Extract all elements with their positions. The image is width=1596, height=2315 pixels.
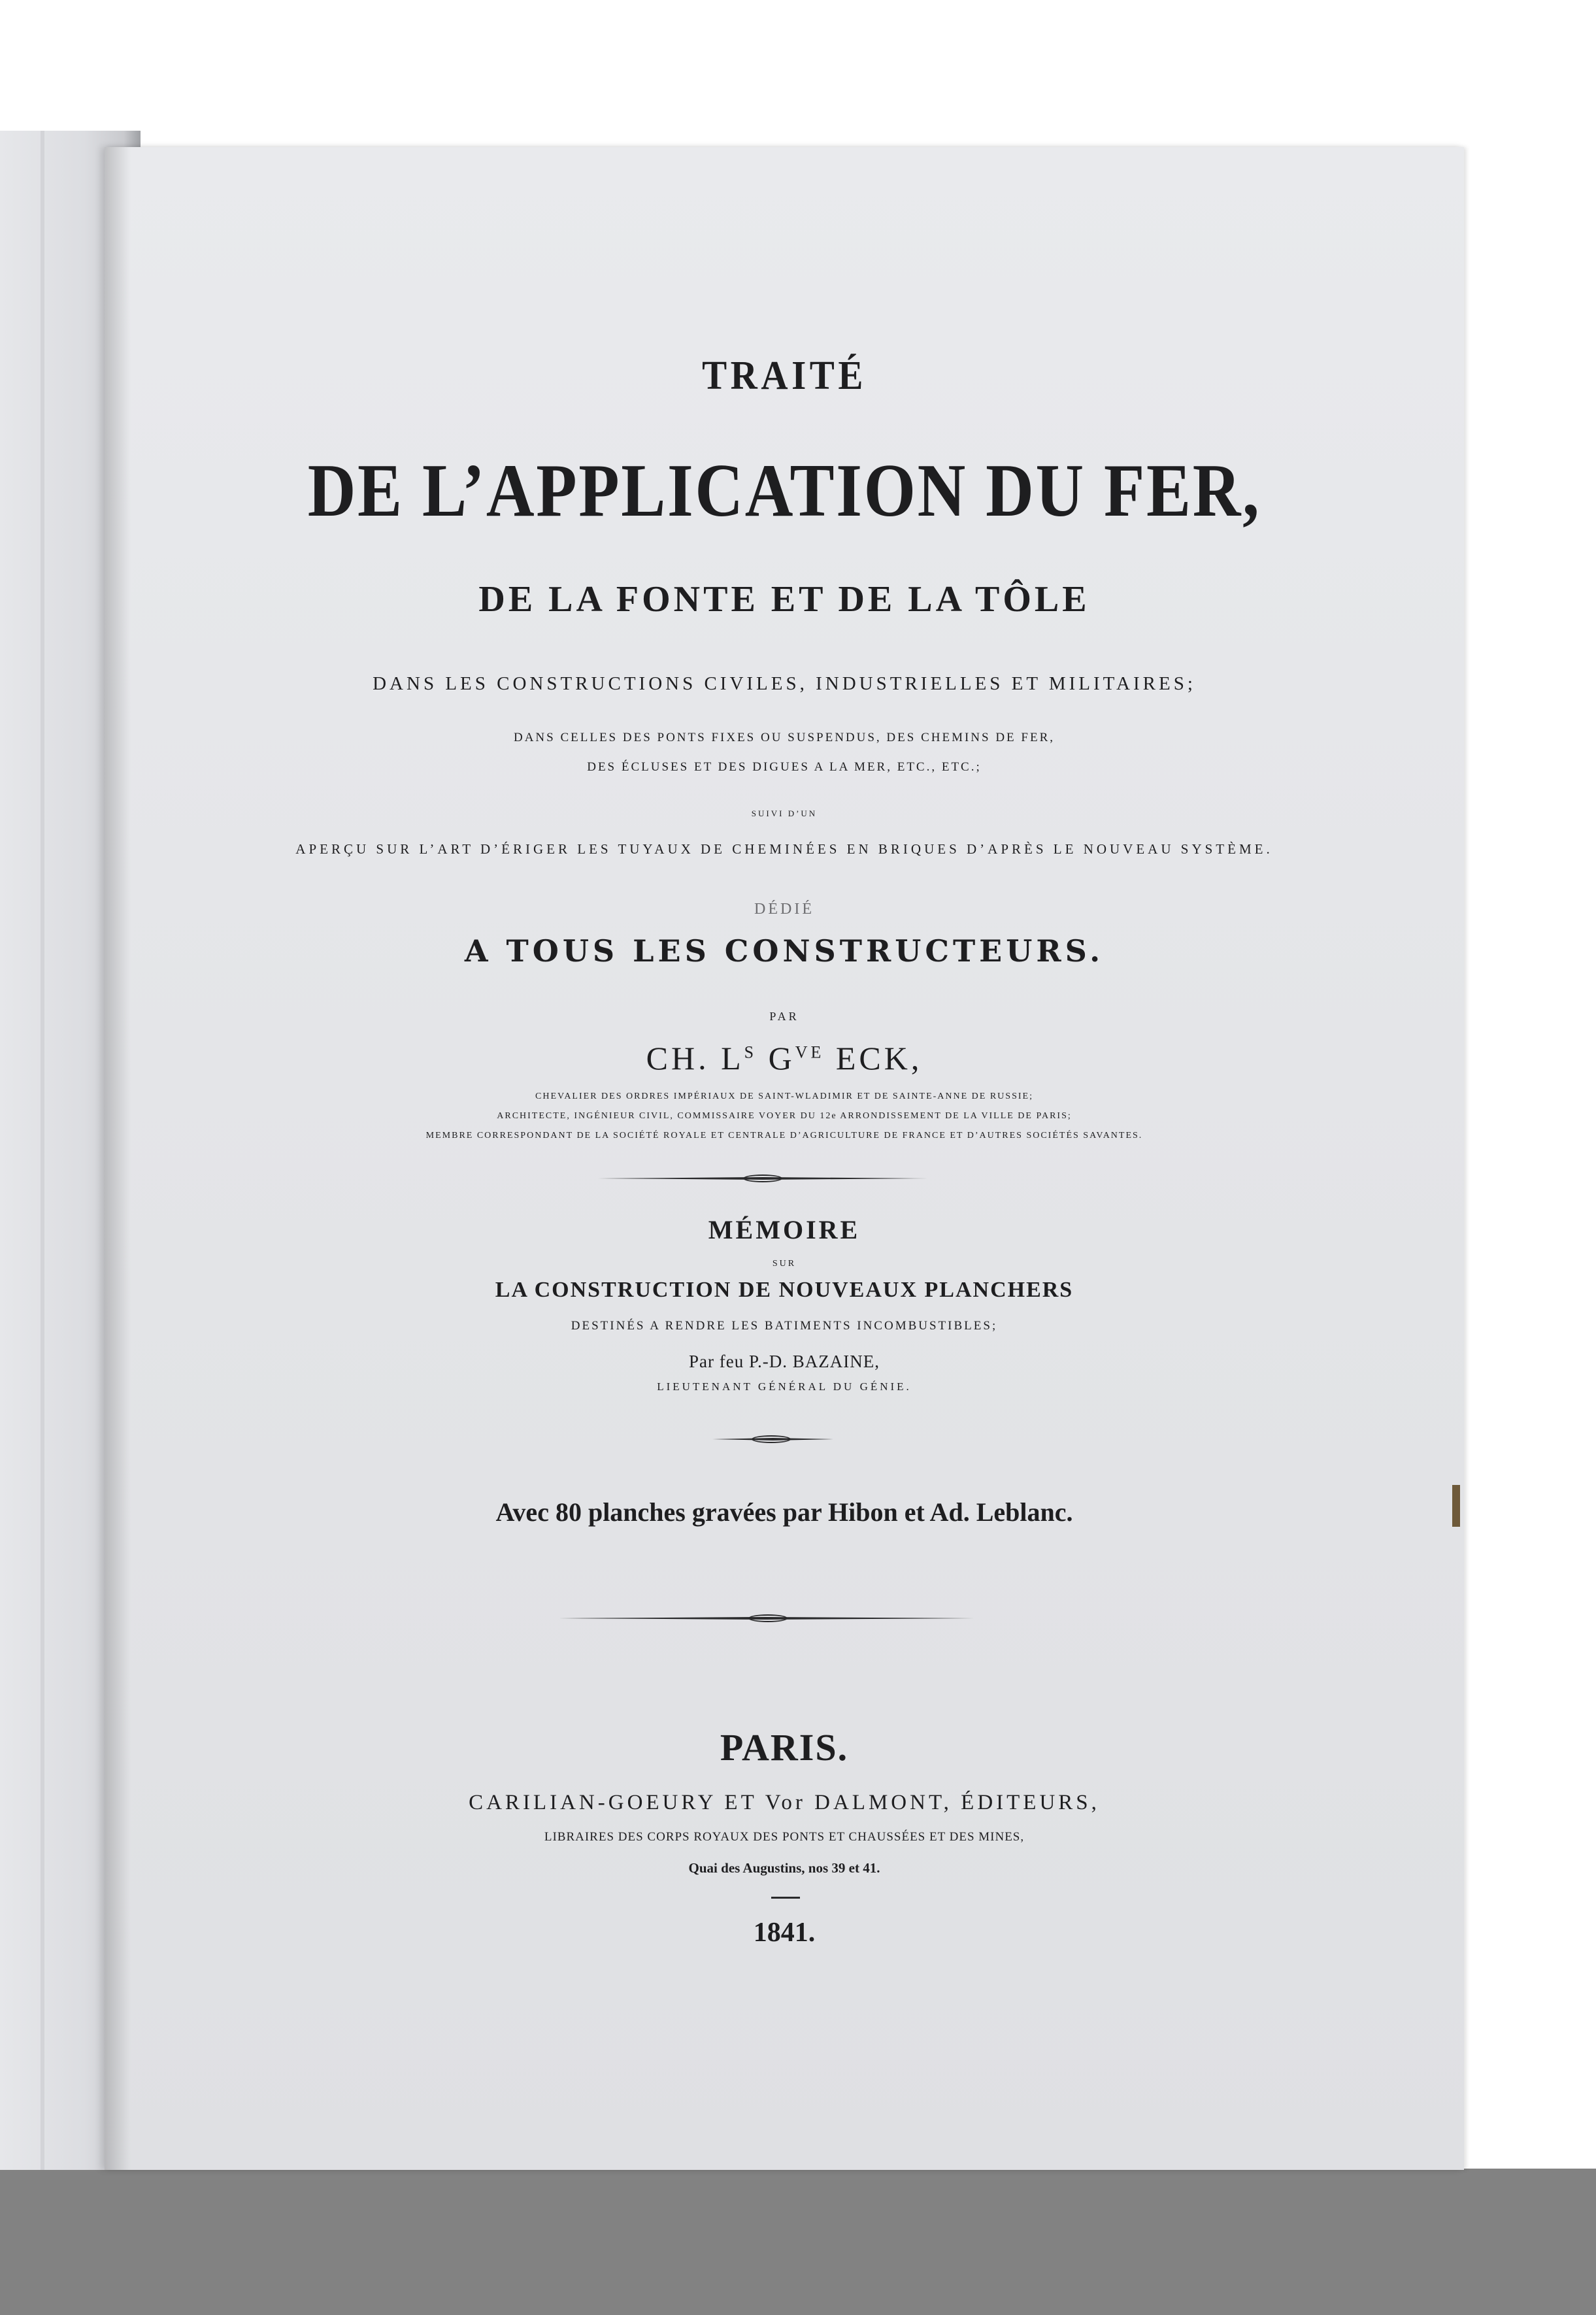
author-credential-3: MEMBRE CORRESPONDANT DE LA SOCIÉTÉ ROYALE ET CENTRALE D’AGRICULTURE DE FRANCE ET D’AUTRES SOCIÉTÉS SAVANTES. [425,1131,1143,1141]
memoire-heading: MÉMOIRE [708,1215,861,1244]
dedication-constructeurs: A TOUS LES CONSTRUCTEURS. [464,933,1105,969]
ornament-knot-1 [743,1174,782,1182]
imprint-libraires: LIBRAIRES DES CORPS ROYAUX DES PONTS ET CHAUSSÉES ET DES MINES, [544,1830,1025,1844]
title-main: DE L’APPLICATION DU FER, [307,449,1261,533]
subtitle-ecluses: DES ÉCLUSES ET DES DIGUES A LA MER, ETC., ETC.; [587,760,982,774]
memoire-destines: DESTINÉS A RENDRE LES BATIMENTS INCOMBUSTIBLES; [571,1319,998,1333]
imprint-city: PARIS. [720,1726,849,1769]
imprint-address: Quai des Augustins, nos 39 et 41. [688,1860,880,1876]
dedication-dedie: DÉDIÉ [754,901,814,918]
author-credential-2: ARCHITECTE, INGÉNIEUR CIVIL, COMMISSAIRE VOYER DU 12e ARRONDISSEMENT DE LA VILLE DE PARIS; [497,1111,1072,1121]
year-dash [771,1897,800,1899]
bottom-gray-band [0,2169,1596,2315]
subtitle-constructions: DANS LES CONSTRUCTIONS CIVILES, INDUSTRIELLES ET MILITAIRES; [373,673,1196,694]
author-name: CH. $L^S$ $G^{VE}$ ECK, [646,1040,923,1076]
memoire-construction: LA CONSTRUCTION DE NOUVEAUX PLANCHERS [495,1278,1074,1302]
subtitle-apercu: APERÇU SUR L’ART D’ÉRIGER LES TUYAUX DE CHEMINÉES EN BRIQUES D’APRÈS LE NOUVEAU SYSTÈME. [295,841,1273,857]
memoire-author: Par feu P.-D. BAZAINE, [689,1352,880,1371]
left-page-edge [41,131,44,2170]
subtitle-ponts: DANS CELLES DES PONTS FIXES OU SUSPENDUS, DES CHEMINS DE FER, [513,731,1056,744]
ornament-knot-3 [748,1614,788,1622]
memoire-sur: SUR [772,1259,797,1269]
subtitle-suivi: SUIVI D’UN [751,808,818,818]
imprint-publishers: CARILIAN-GOEURY ET Vor DALMONT, ÉDITEURS, [469,1791,1100,1814]
planches-note: Avec 80 planches gravées par Hibon et Ad. Leblanc. [495,1497,1073,1527]
author-credential-1: CHEVALIER DES ORDRES IMPÉRIAUX DE SAINT-WLADIMIR ET DE SAINTE-ANNE DE RUSSIE; [535,1091,1033,1101]
title-traite: TRAITÉ [702,354,867,398]
memoire-author-title: LIEUTENANT GÉNÉRAL DU GÉNIE. [657,1380,912,1393]
ornament-knot-2 [752,1435,791,1443]
title-fonte: DE LA FONTE ET DE LA TÔLE [478,579,1090,620]
author-par: PAR [769,1010,799,1023]
imprint-year: 1841. [753,1918,816,1948]
